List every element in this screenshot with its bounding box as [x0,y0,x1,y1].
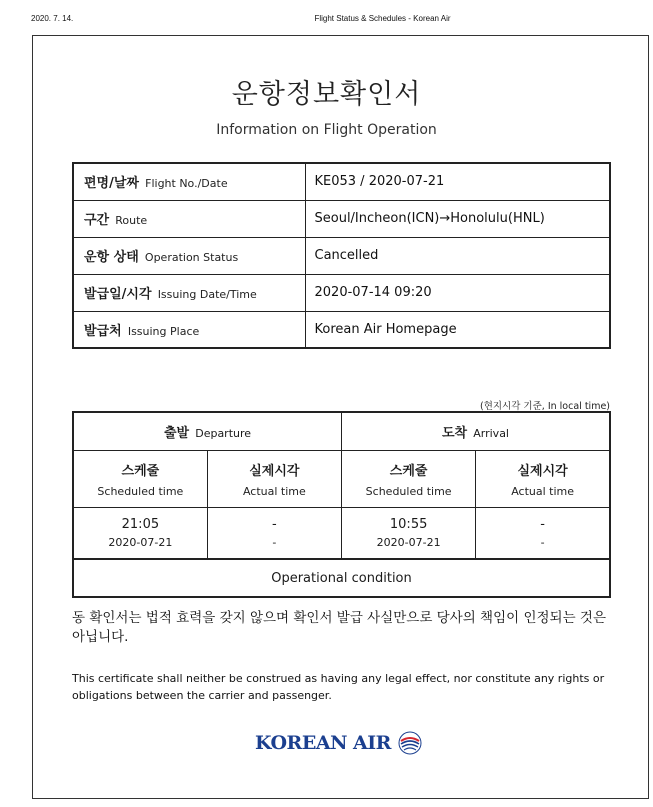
disclaimer-korean: 동 확인서는 법적 효력을 갖지 않으며 확인서 발급 사실만으로 당사의 책임이 인정되는 것은 아닙니다. [72,610,607,645]
schedule-header-row [73,412,610,450]
document-title-english: Information on Flight Operation [216,122,437,138]
schedule-table [72,411,611,598]
info-row-issue-date [73,274,610,311]
logo-wordmark: KOREAN AIR [255,732,391,754]
taeguk-emblem-icon [397,730,423,756]
info-value-issue-date: 2020-07-14 09:20 [305,274,610,311]
operational-condition-row [73,559,610,597]
arr-actual-time: - - [476,507,610,559]
schedule-subheader-row [73,450,610,507]
document-title-korean: 운항정보확인서 [231,79,422,110]
dep-scheduled-header: 스케줄 Scheduled time [73,450,207,507]
info-label: 편명/날짜 Flight No./Date [73,163,305,200]
info-label: 발급처 Issuing Place [73,311,305,348]
info-label: 구간 Route [73,200,305,237]
info-value-flight: KE053 / 2020-07-21 [305,163,610,200]
operational-condition: Operational condition [73,559,610,597]
local-time-note: (현지시각 기준, In local time) [480,401,610,412]
dep-actual-header: 실제시각 Actual time [207,450,341,507]
print-date: 2020. 7. 14. [31,14,74,23]
korean-air-logo [255,728,435,758]
dep-scheduled-time: 21:05 2020-07-21 [73,507,207,559]
print-header [0,14,653,28]
arr-actual-header: 실제시각 Actual time [476,450,610,507]
info-row-route [73,200,610,237]
flight-info-table [72,162,611,349]
info-label: 운항 상태 Operation Status [73,237,305,274]
arr-scheduled-header: 스케줄 Scheduled time [342,450,476,507]
schedule-times-row [73,507,610,559]
info-row-status [73,237,610,274]
departure-header: 출발 Departure [73,412,342,450]
arr-scheduled-time: 10:55 2020-07-21 [342,507,476,559]
info-value-issue-place: Korean Air Homepage [305,311,610,348]
disclaimer-english: This certificate shall neither be construed as having any legal effect, nor constitute any rights or obligations between the carrier and passenger. [72,672,605,702]
info-row-flight [73,163,610,200]
print-page-title: Flight Status & Schedules - Korean Air [314,14,451,23]
info-value-route: Seoul/Incheon(ICN)→Honolulu(HNL) [305,200,610,237]
arrival-header: 도착 Arrival [342,412,611,450]
dep-actual-time: - - [207,507,341,559]
info-label: 발급일/시각 Issuing Date/Time [73,274,305,311]
info-row-issue-place [73,311,610,348]
info-value-status: Cancelled [305,237,610,274]
